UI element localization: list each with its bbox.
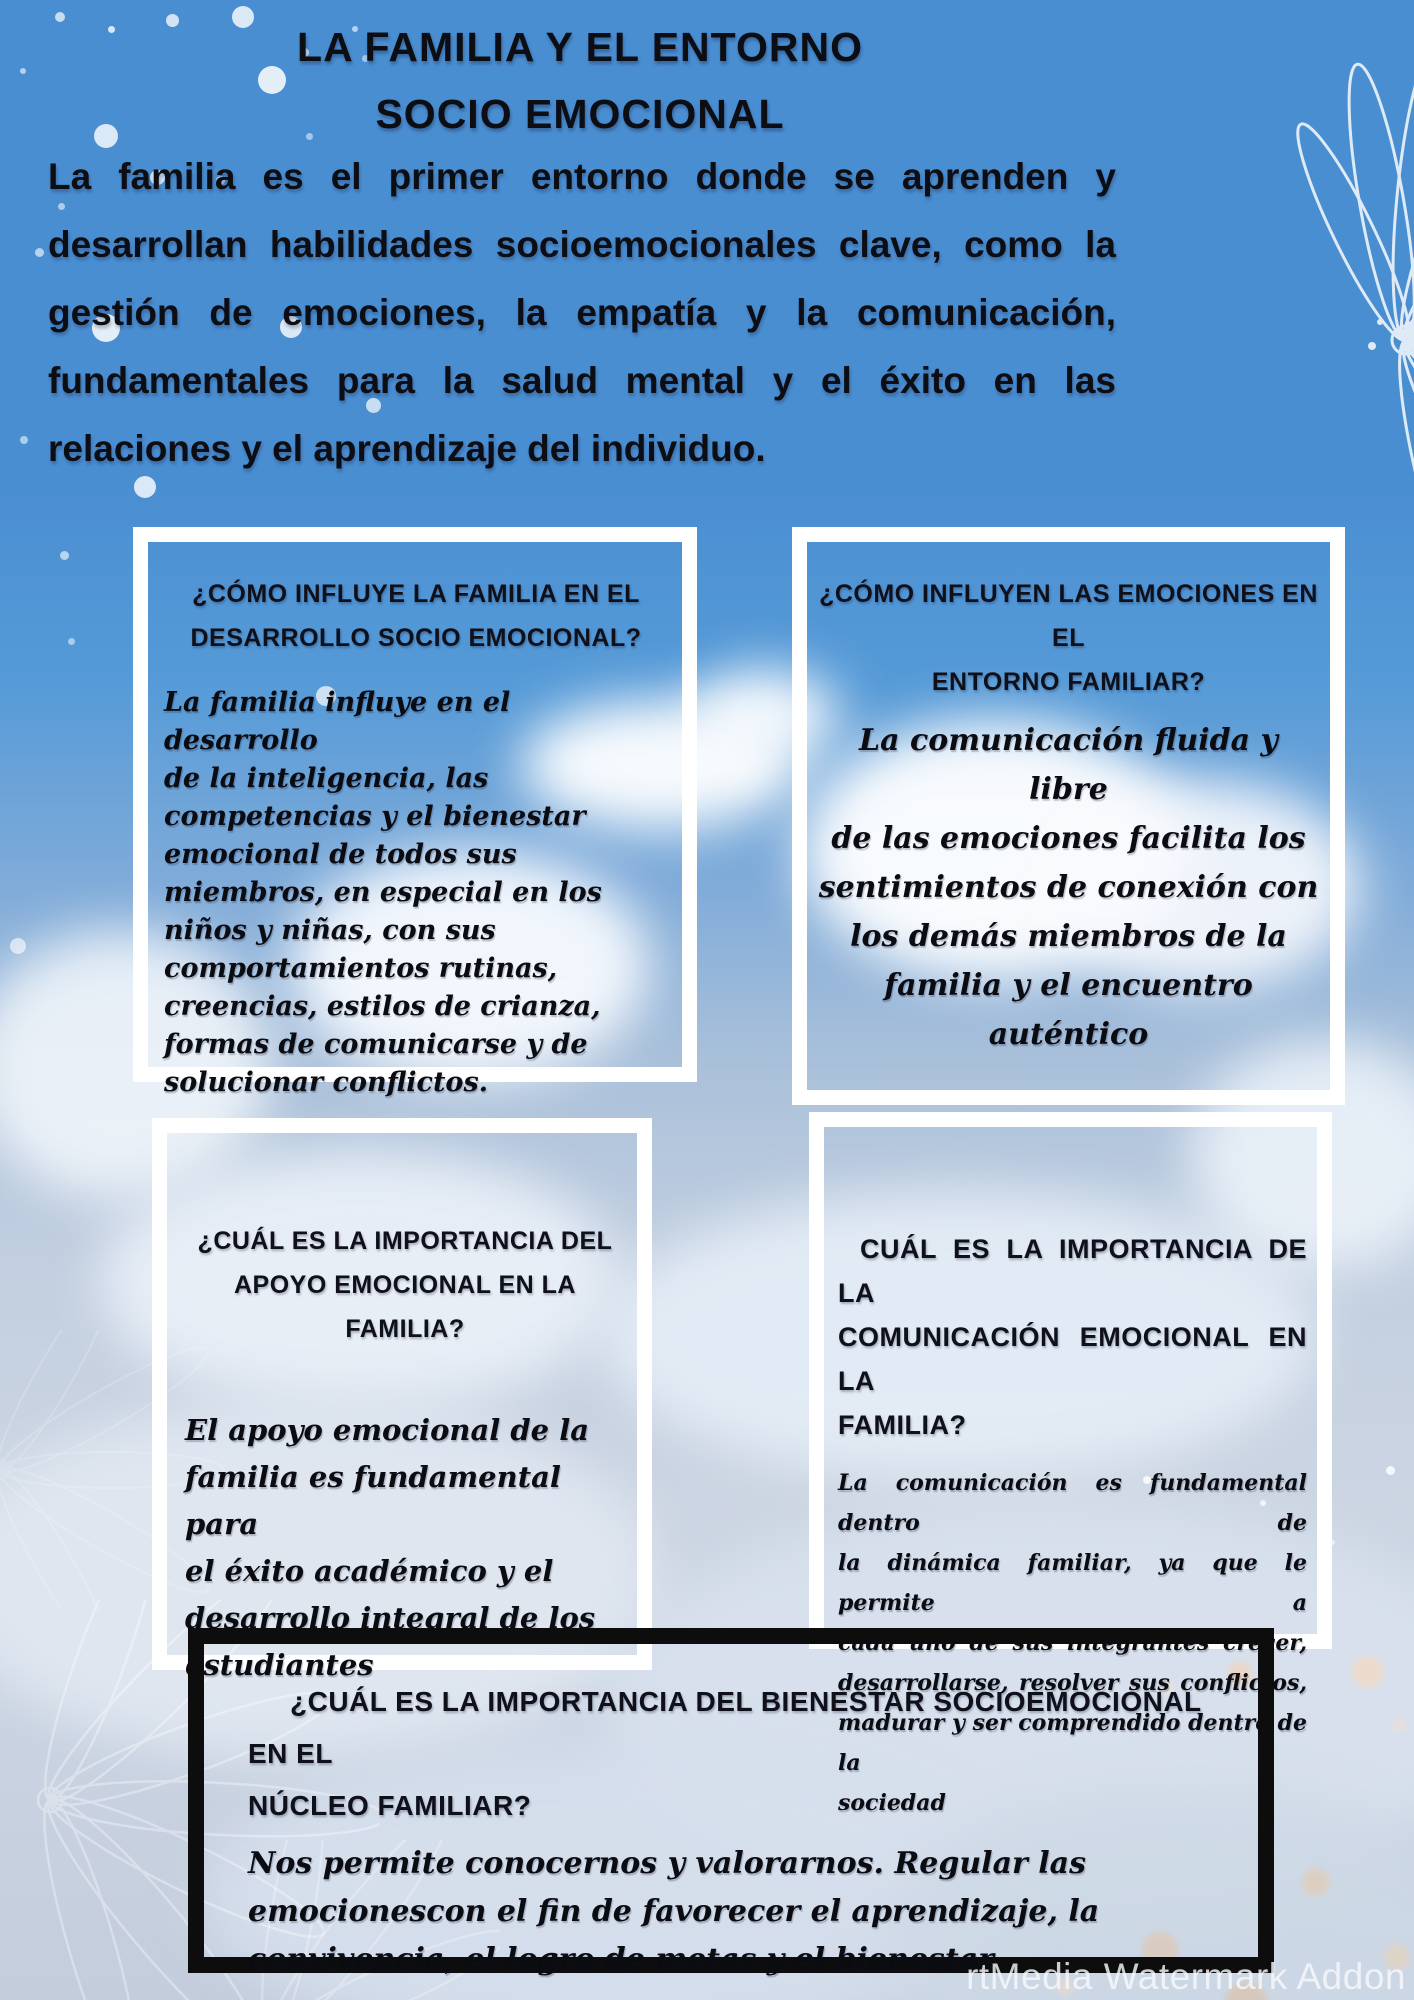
decor-dot: [35, 248, 44, 257]
card-answer-line: sentimientos de conexión con: [818, 870, 1319, 905]
card-answer-line: miembros, en especial en los: [164, 877, 602, 908]
card-question-line: NÚCLEO FAMILIAR?: [248, 1790, 532, 1821]
card-answer-line: El apoyo emocional de la: [185, 1413, 590, 1447]
decor-dot: [10, 938, 26, 954]
intro-line: fundamentales para la salud mental y el éxito en las: [48, 360, 1116, 401]
card-question: [248, 1676, 1228, 1832]
card-answer-line: los demás miembros de la: [850, 919, 1287, 954]
card-question-line: APOYO EMOCIONAL EN LA FAMILIA?: [233, 1271, 576, 1343]
card-question-line: ¿CUÁL ES LA IMPORTANCIA DEL: [197, 1227, 613, 1255]
card-family-influence: [133, 527, 697, 1098]
card-question-line: CUÁL ES LA IMPORTANCIA DE LA: [838, 1234, 1307, 1308]
card-answer-line: desarrollo integral de los: [185, 1601, 596, 1635]
card-question: [185, 1219, 625, 1351]
card-emotional-support: [152, 1118, 652, 1682]
card-answer-line: familia es fundamental para: [185, 1460, 561, 1541]
card-socioemotional-wellbeing: [188, 1628, 1274, 1977]
card-answer-line: desarrollarse, resolver sus conflictos,: [838, 1670, 1307, 1696]
card-answer-line: estudiantes: [185, 1648, 374, 1682]
card-answer-line: emocional de todos sus: [164, 839, 517, 870]
card-question: [815, 572, 1322, 704]
card-question-line: ¿CUÁL ES LA IMPORTANCIA DEL BIENESTAR SOCIOEMOCIONAL EN EL: [248, 1686, 1202, 1769]
card-answer: [164, 684, 668, 1102]
intro-paragraph: [48, 143, 1116, 483]
card-answer-line: madurar y ser comprendido dentro de la: [838, 1710, 1307, 1776]
card-answer-line: emocionescon el fin de favorecer el aprendizaje, la: [248, 1894, 1100, 1929]
decor-dot: [20, 436, 28, 444]
card-answer-line: sociedad: [838, 1790, 946, 1816]
decor-dot: [60, 551, 69, 560]
card-question-line: ¿CÓMO INFLUYE LA FAMILIA EN EL: [192, 580, 640, 608]
card-question-line: FAMILIA?: [838, 1410, 967, 1440]
bokeh-light: [1392, 1718, 1406, 1732]
card-question-line: ENTORNO FAMILIAR?: [931, 668, 1206, 696]
bokeh-light: [1302, 1868, 1330, 1896]
card-answer-line: La comunicación fluida y libre: [859, 723, 1278, 807]
decor-dot: [1386, 1466, 1395, 1475]
decor-dot: [68, 638, 75, 645]
intro-line: gestión de emociones, la empatía y la comunicación,: [48, 292, 1116, 333]
page-title-line: SOCIO EMOCIONAL: [375, 91, 785, 137]
page-title-line: LA FAMILIA Y EL ENTORNO: [297, 24, 863, 70]
card-question: [838, 1227, 1307, 1447]
card-answer-line: cada uno de sus integrantes crecer,: [838, 1630, 1307, 1656]
card-answer-line: de la inteligencia, las: [164, 763, 489, 794]
card-answer-line: solucionar conflictos.: [164, 1067, 489, 1098]
card-emotions-influence: [792, 527, 1345, 1105]
bokeh-light: [1352, 1656, 1384, 1688]
card-answer-line: competencias y el bienestar: [164, 801, 586, 832]
card-answer-line: niños y niñas, con sus: [164, 915, 496, 946]
intro-line: relaciones y el aprendizaje del individuo.: [48, 428, 766, 469]
card-answer-line: el éxito académico y el: [185, 1554, 554, 1588]
page-title: [0, 14, 1160, 148]
card-answer-line: Nos permite conocernos y valorarnos. Regular las: [248, 1846, 1086, 1881]
card-answer-line: la dinámica familiar, ya que le permite a: [838, 1550, 1307, 1616]
card-question-line: DESARROLLO SOCIO EMOCIONAL?: [190, 624, 642, 652]
card-answer-line: comportamientos rutinas,: [164, 953, 558, 984]
card-answer-line: La comunicación es fundamental dentro de: [838, 1470, 1307, 1536]
card-answer-line: formas de comunicarse y de: [164, 1029, 588, 1060]
card-question-line: ¿CÓMO INFLUYEN LAS EMOCIONES EN EL: [819, 580, 1318, 652]
card-answer-line: familia y el encuentro auténtico: [884, 968, 1253, 1052]
card-question-line: COMUNICACIÓN EMOCIONAL EN LA: [838, 1322, 1307, 1396]
card-answer: [815, 716, 1322, 1059]
card-question: [164, 572, 668, 660]
intro-line: desarrollan habilidades socioemocionales clave, como la: [48, 224, 1116, 265]
card-answer-line: creencias, estilos de crianza,: [164, 991, 601, 1022]
card-emotional-communication: [809, 1112, 1332, 1816]
watermark-text: rtMedia Watermark Addon: [966, 1956, 1406, 1997]
card-answer-line: de las emociones facilita los: [831, 821, 1306, 856]
intro-line: La familia es el primer entorno donde se aprenden y: [48, 156, 1116, 197]
card-answer-line: La familia influye en el desarrollo: [164, 687, 511, 756]
card-answer-line: convivencia, el logro de metas y el bienestar.: [248, 1942, 1002, 1977]
